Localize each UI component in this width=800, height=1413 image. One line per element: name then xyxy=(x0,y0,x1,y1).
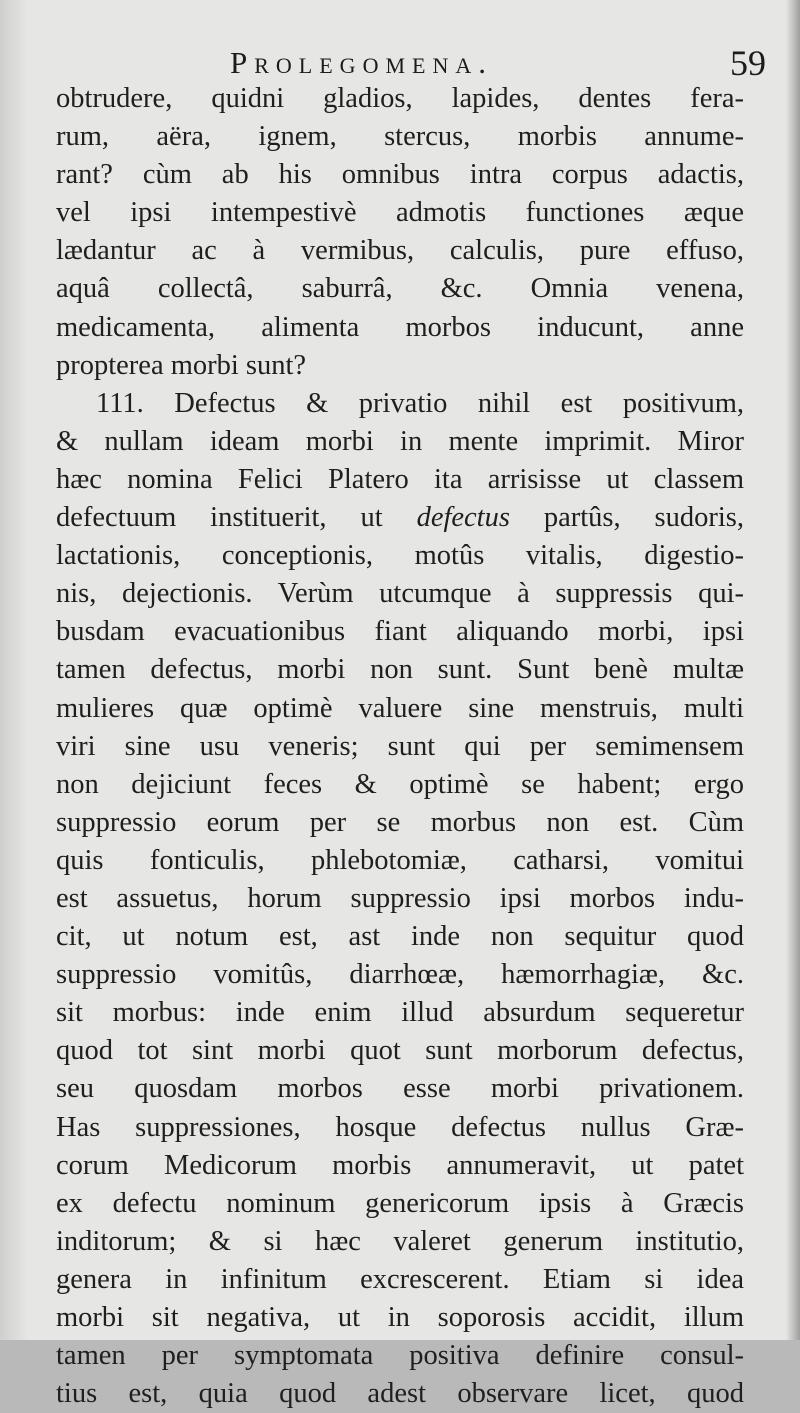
text-line-paragraph-start: 111. Defectus & privatio nihil est positivum, xyxy=(96,387,744,419)
text-line: Has suppressiones, hosque defectus nullus Græ- xyxy=(56,1111,744,1143)
text-line: tamen per symptomata positiva definire consul- xyxy=(56,1340,744,1372)
text-line: & nullam ideam morbi in mente imprimit. Miror xyxy=(56,425,744,457)
text-line: viri sine usu veneris; sunt qui per semimensem xyxy=(56,730,744,762)
text-line: cit, ut notum est, ast inde non sequitur quod xyxy=(56,921,744,953)
italic-term: defectus xyxy=(416,502,510,534)
text-line: ex defectu nominum genericorum ipsis à Græcis xyxy=(56,1187,744,1219)
text-line: propterea morbi sunt? xyxy=(56,349,307,381)
text-fragment: partûs, sudoris, xyxy=(509,502,745,534)
text-line: hæc nomina Felici Platero ita arrisisse ut classem xyxy=(56,463,744,495)
text-line: genera in infinitum excrescerent. Etiam si idea xyxy=(56,1263,744,1295)
page-gutter-shadow xyxy=(0,0,28,1340)
page-edge-shadow xyxy=(786,0,800,1340)
text-line: non dejiciunt feces & optimè se habent; ergo xyxy=(56,768,744,800)
text-fragment: defectuum instituerit, ut xyxy=(56,502,383,534)
text-line: mulieres quæ optimè valuere sine menstruis, multi xyxy=(56,692,744,724)
text-line: quis fonticulis, phlebotomiæ, catharsi, vomitui xyxy=(56,844,744,876)
text-line-with-italic xyxy=(56,499,744,537)
text-line: corum Medicorum morbis annumeravit, ut patet xyxy=(56,1149,744,1181)
text-line: medicamenta, alimenta morbos inducunt, anne xyxy=(56,311,744,343)
text-line: tius est, quia quod adest observare licet, quod xyxy=(56,1378,744,1410)
text-line: vel ipsi intempestivè admotis functiones æque xyxy=(56,197,744,229)
page-number: 59 xyxy=(730,43,766,83)
text-line: rant? cùm ab his omnibus intra corpus adactis, xyxy=(56,159,744,191)
text-line: nis, dejectionis. Verùm utcumque à suppressis qui- xyxy=(56,578,744,610)
text-line: quod tot sint morbi quot sunt morborum defectus, xyxy=(56,1035,744,1067)
text-line: morbi sit negativa, ut in soporosis accidit, illum xyxy=(56,1302,744,1333)
text-line: obtrudere, quidni gladios, lapides, dentes fera- xyxy=(56,83,744,114)
text-line: lædantur ac à vermibus, calculis, pure effuso, xyxy=(56,235,744,267)
text-line: lactationis, conceptionis, motûs vitalis, digestio- xyxy=(56,540,744,572)
text-line: suppressio eorum per se morbus non est. Cùm xyxy=(56,806,744,838)
text-line: suppressio vomitûs, diarrhœæ, hæmorrhagiæ, &c. xyxy=(56,959,744,991)
text-line: sit morbus: inde enim illud absurdum sequeretur xyxy=(56,997,744,1029)
running-head: Prolegomena. xyxy=(230,45,493,80)
text-line: aquâ collectâ, saburrâ, &c. Omnia venena, xyxy=(56,273,744,305)
text-line: rum, aëra, ignem, stercus, morbis annume- xyxy=(56,121,744,153)
text-line: inditorum; & si hæc valeret generum institutio, xyxy=(56,1225,744,1257)
text-line: seu quosdam morbos esse morbi privationem. xyxy=(56,1073,744,1105)
body-text xyxy=(56,80,744,1413)
text-line: tamen defectus, morbi non sunt. Sunt benè multæ xyxy=(56,654,744,686)
text-line: busdam evacuationibus fiant aliquando morbi, ipsi xyxy=(56,616,744,648)
text-line: est assuetus, horum suppressio ipsi morbos indu- xyxy=(56,882,744,914)
